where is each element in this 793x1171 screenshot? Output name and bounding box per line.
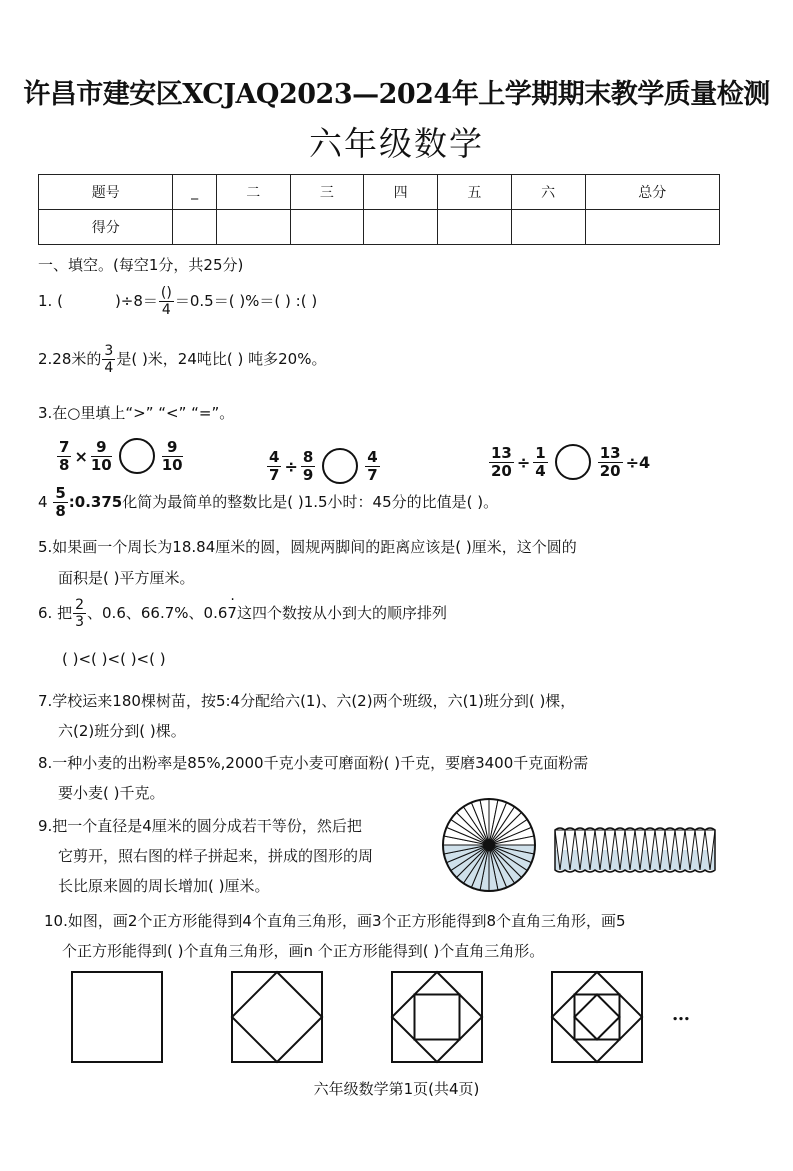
compare-circle-input[interactable]: [322, 448, 358, 484]
nested-square-figure-1: [70, 970, 164, 1064]
frac-num: 8: [302, 447, 314, 466]
question-8-line-2: 要小麦( )千克。: [58, 784, 165, 802]
question-3: 3.在○里填上“>” “<” “=”。: [38, 404, 235, 422]
frac-num: 4: [269, 447, 280, 466]
frac-num: 9: [91, 440, 112, 457]
frac-den: 7: [367, 465, 378, 484]
question-5-line-2: 面积是( )平方厘米。: [58, 569, 195, 587]
question-2: [38, 344, 326, 375]
q2-frac-denominator: 4: [104, 360, 114, 376]
q6-frac-denominator: 3: [75, 614, 85, 630]
score-input-cell[interactable]: [438, 210, 512, 245]
operator: ÷: [516, 452, 531, 472]
frac-den: 10: [90, 455, 112, 474]
q2-rest: 是( )米，24吨比( ) 吨多20%。: [116, 350, 327, 368]
operator: ÷: [284, 456, 298, 476]
score-input-cell[interactable]: [216, 210, 290, 245]
frac-num: 1: [535, 443, 546, 462]
question-6-answer-line: ( )<( )<( )<( ): [62, 650, 166, 668]
q6-repeating-digit: 7 ·: [227, 604, 237, 622]
score-cell: 题号: [39, 175, 173, 210]
question-7-line-2: 六(2)班分到( )棵。: [58, 722, 186, 740]
score-input-cell[interactable]: [585, 210, 720, 245]
compare-circle-input[interactable]: [119, 438, 155, 474]
compare-item-1: [56, 438, 184, 474]
q2-prefix: 2.28米的: [38, 350, 102, 368]
score-cell: _: [173, 175, 216, 210]
question-1: [38, 286, 317, 317]
frac-num: 4: [367, 447, 378, 466]
compare-item-2: [266, 448, 381, 484]
q4-ratio: :0.375: [68, 493, 123, 511]
question-4: [38, 486, 498, 519]
nested-square-figure-3: [390, 970, 484, 1064]
nested-square-figure-4: [550, 970, 644, 1064]
q6-rest: 这四个数按从小到大的顺序排列: [236, 604, 447, 622]
q1-frac-denominator: 4: [161, 302, 171, 318]
continuation-ellipsis: …: [672, 1004, 690, 1025]
q6-prefix: 6. 把: [38, 604, 73, 622]
frac-den: 20: [491, 461, 512, 480]
frac-num: 7: [59, 437, 70, 456]
compare-item-3: [488, 444, 652, 480]
frac-num: 13: [491, 443, 512, 462]
score-table-score-row: [39, 210, 720, 245]
question-9-line-3: 长比原来圆的周长增加( )厘米。: [58, 877, 270, 895]
page-footer: 六年级数学第1页(共4页): [313, 1080, 480, 1098]
q4-prefix: 4: [38, 493, 48, 511]
score-cell: 五: [438, 175, 512, 210]
q1-prefix: 1. (: [38, 292, 63, 310]
frac-den: 10: [161, 455, 183, 474]
q4-frac-numerator: 5: [55, 484, 66, 502]
score-cell: 四: [364, 175, 438, 210]
q1-frac-numerator: (): [160, 285, 172, 301]
frac-num: 13: [599, 443, 621, 462]
exam-subtitle: 六年级数学: [309, 124, 484, 163]
frac-den: 8: [59, 455, 70, 474]
q4-frac-denominator: 8: [55, 502, 66, 520]
frac-num: 9: [162, 440, 183, 457]
divided-circle-figure: [440, 796, 538, 894]
score-input-cell[interactable]: [173, 210, 216, 245]
question-10-line-2: 个正方形能得到( )个直角三角形，画n 个正方形能得到( )个直角三角形。: [62, 942, 545, 960]
question-6: [38, 598, 447, 629]
frac-den: 20: [599, 461, 621, 480]
nested-square-figure-2: [230, 970, 324, 1064]
q6-mid: 、0.6、66.7%、0.6: [87, 604, 228, 622]
operator: ÷4: [625, 452, 651, 472]
q6-frac-numerator: 2: [75, 597, 85, 613]
rearranged-strip-figure: [552, 826, 718, 874]
question-9-line-2: 它剪开，照右图的样子拼起来，拼成的图形的周: [58, 847, 374, 865]
q1-div8: )÷8＝: [114, 292, 158, 310]
question-7-line-1: 7.学校运来180棵树苗，按5:4分配给六(1)、六(2)两个班级，六(1)班分到( )棵，: [38, 692, 576, 710]
q2-frac-numerator: 3: [104, 343, 114, 359]
question-9-line-1: 9.把一个直径是4厘米的圆分成若干等份，然后把: [38, 817, 362, 835]
q1-rest: ＝0.5＝( )%＝( ) :( ): [174, 292, 318, 310]
frac-den: 4: [535, 461, 546, 480]
frac-den: 9: [302, 465, 314, 484]
operator: ×: [74, 446, 88, 466]
question-5-line-1: 5.如果画一个周长为18.84厘米的圆，圆规两脚间的距离应该是( )厘米，这个圆的: [38, 538, 577, 556]
score-input-cell[interactable]: [511, 210, 585, 245]
score-input-cell[interactable]: [290, 210, 364, 245]
q4-rest: 化简为最简单的整数比是( )1.5小时：45分的比值是( )。: [122, 493, 499, 511]
score-cell: 总分: [585, 175, 720, 210]
score-table: [38, 174, 720, 245]
frac-den: 7: [269, 465, 280, 484]
score-input-cell[interactable]: [364, 210, 438, 245]
question-10-line-1: 10.如图，画2个正方形能得到4个直角三角形，画3个正方形能得到8个直角三角形，画5: [44, 912, 626, 930]
exam-title: 许昌市建安区XCJAQ2023—2024年上学期期末教学质量检测: [23, 79, 770, 110]
score-cell: 三: [290, 175, 364, 210]
score-table-header-row: [39, 175, 720, 210]
score-cell: 六: [511, 175, 585, 210]
question-8-line-1: 8.一种小麦的出粉率是85%,2000千克小麦可磨面粉( )千克，要磨3400千克面粉需: [38, 754, 589, 772]
section-heading: 一、填空。(每空1分，共25分): [38, 256, 244, 274]
compare-circle-input[interactable]: [555, 444, 591, 480]
score-cell: 得分: [39, 210, 173, 245]
score-cell: 二: [216, 175, 290, 210]
